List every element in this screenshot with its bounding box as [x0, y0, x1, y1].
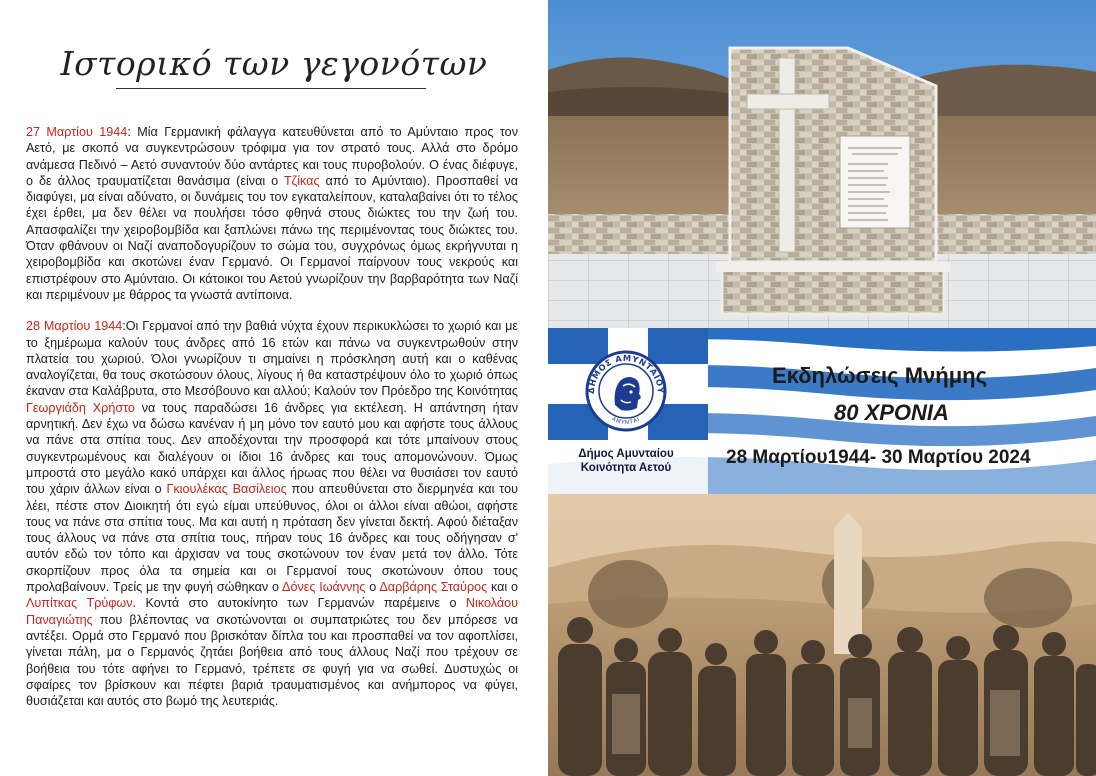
highlighted-text: 28 Μαρτίου 1944: [26, 319, 123, 334]
paragraph-text: ο: [365, 580, 380, 595]
paragraph-text: που απευθύνεται στο διερμηνέα και του λέει, πέστε στον Διοικητή ότι εγώ είμαι υπεύθυνος, όλοι οι άλλοι είναι αθώοι, αφήστε τους να πάνε στα σπίτια τους. Μα και αυτή η πρόταση δεν γίνεται δεκτή. Αφού διέταξαν τους άλλους να πάνε στα σπίτια τους, πήραν τους 16 άνδρες και τους οδήγησαν σ' αυτόν εδώ τον τόπο και άρχισαν να τους σκοτώνουν τον έναν μετά τον άλλο. Τότε σκορπίζουν προς όλα τα σημεία και οι Γερμανοί τους σκοτώνουν όπου τους προλαβαίνουν. Τρείς με την φυγή σώθηκαν ο: [26, 482, 518, 595]
highlighted-text: Γκιουλέκας Βασίλειος: [166, 482, 287, 497]
banner-subtitle: 80 ΧΡΟΝΙΑ: [834, 400, 949, 425]
caption-community: Κοινότητα Αετού: [580, 462, 672, 474]
history-paragraph: [26, 124, 518, 303]
highlighted-text: Δαρβάρης Σταύρος: [379, 580, 488, 595]
highlighted-text: Δόνες Ιωάννης: [282, 580, 366, 595]
paragraph-text: :Οι Γερμανοί από την βαθιά νύχτα έχουν περικυκλώσει το χωριό και με το ξημέρωμα καλούν τους άνδρες από 16 ετών και πάνω να συγκεντρωθούν στην πλατεία του χωριού. Όλοι γνωρίζουν τι σημαίνει η πρόσκληση αυτή και ο καθένας αναλογίζεται, θα τους σκοτώσουν όλους, λίγους ή θα καταστρέψουν όλο το χωριό όπως έκαναν στα Καλάβρυτα, στο Μεσόβουνο και αλλού; Καλούν τον Πρόεδρο της Κοινότητας: [26, 319, 518, 399]
highlighted-text: Νικολάου Παναγιώτης: [26, 596, 518, 627]
paragraph-text: . Κοντά στο αυτοκίνητο των Γερμανών παρέμεινε ο: [132, 596, 466, 611]
paragraph-text: : Μία Γερμανική φάλαγγα κατευθύνεται από το Αμύνταιο προς τον Αετό, με σκοπό να συγκεντρώσουν τρόφιμα για τον στρατό τους. Αλλά στο δρόμο ανάμεσα Πεδινό – Αετό συναντούν δύο αντάρτες και τους πυροβολούν. Ο ένας διέφυγε, ο δε άλλος τραυματίζεται θανάσιμα (είναι ο: [26, 125, 518, 188]
svg-text:ΑΜΥΝΤΑΙ: ΑΜΥΝΤΑΙ: [610, 416, 642, 427]
right-panels: [548, 0, 1096, 776]
paragraph-text: και ο: [487, 580, 518, 595]
history-text: [26, 124, 518, 724]
page-title: Ιστορικό των γεγονότων: [60, 44, 488, 83]
highlighted-text: Γεωργιάδη Χρήστο: [26, 400, 135, 415]
highlighted-text: 27 Μαρτίου 1944: [26, 125, 128, 139]
highlighted-text: Τζίκας: [283, 173, 320, 188]
historic-gathering-photo: [548, 494, 1096, 776]
monument-photo: [548, 0, 1096, 328]
banner-dates: 28 Μαρτίου1944- 30 Μαρτίου 2024: [726, 447, 1031, 468]
memorial-banner: [548, 328, 1096, 494]
paragraph-text: να τους παραδώσει 16 άνδρες για εκτέλεση. Η απάντηση ήταν αρνητική. Δεν έχω να δώσω κανέναν ή μη μόνο τον εαυτό μου και αφήστε τους άλλους να πάνε στα σπίτια τους. Δεν αποδέχονται την προσφορά και τότε μπαίνουν στους συγκεντρωμένους και διαλέγουν οι ίδιοι 16 άνδρες και τους απομονώνουν. Όμως μπροστά στο μεγάλο κακό υπάρχει και άλλος ήρωας που θέλει να θυσιάσει τον εαυτό του χάριν άλλων είναι ο: [26, 400, 518, 497]
caption-municipality: Δήμος Αμυνταίου: [578, 448, 674, 460]
history-paragraph: [26, 318, 518, 709]
paragraph-text: που βλέποντας να σκοτώνονται οι συμπατριώτες του δεν μπόρεσε να αντέξει. Ορμά στο Γερμανό που βρισκόταν δίπλα του και προσπαθεί να τον αφοπλίσει, γίνεται πάλη, μα ο Γερμανός ζητάει βοήθεια από τους άλλους Ναζί που τρέχουν σε βοήθεια του τότε αφήνει το Γερμανό, τρέπετε σε φυγή για να σωθεί. Δυστυχώς οι σφαίρες τον βρίσκουν και πέφτει βαριά τραυματισμένος και ανήμπορος να φύγει, θυσιάζεται και αυτός στο βωμό της λευτεριάς.: [26, 612, 518, 709]
paragraph-text: από το Αμύνταιο). Προσπαθεί να διαφύγει, μα είναι αδύνατο, οι δυνάμεις του τον εγκαταλείπουν, καταλαβαίνει ότι το τέλος έχει έρθει, μα δεν θέλει να πουλήσει τόσο φθηνά στους διώκτες του την ζωή του. Απασφαλίζει την χειροβομβίδα και ξαπλώνει πάνω της περιμένοντας τους διώκτες του. Όταν φθάνουν οι Ναζί αναποδογυρίζουν το σώμα του, συγχρόνως όμως εκρήγνυται η χειροβομβίδα και σκοτώνει έναν Γερμανό. Οι Γερμανοί παίρνουν τους νεκρούς και επιστρέφουν στο Αμύνταιο. Οι κάτοικοι του Αετού γνωρίζουν την βαρβαρότητα των Ναζί και περιμένουν με θάρρος τα γνωστά αντίποινα.: [26, 173, 518, 302]
seal-lettering: [585, 350, 667, 432]
svg-text:ΔΗΜΟΣ ΑΜΥΝΤΑΙΟΥ: ΔΗΜΟΣ ΑΜΥΝΤΑΙΟΥ: [585, 352, 667, 395]
highlighted-text: Λυπίτκας Τρύφων: [26, 596, 133, 611]
banner-title: Εκδηλώσεις Μνήμης: [772, 363, 988, 388]
municipality-caption: [558, 447, 694, 475]
title-underline: [116, 88, 426, 89]
